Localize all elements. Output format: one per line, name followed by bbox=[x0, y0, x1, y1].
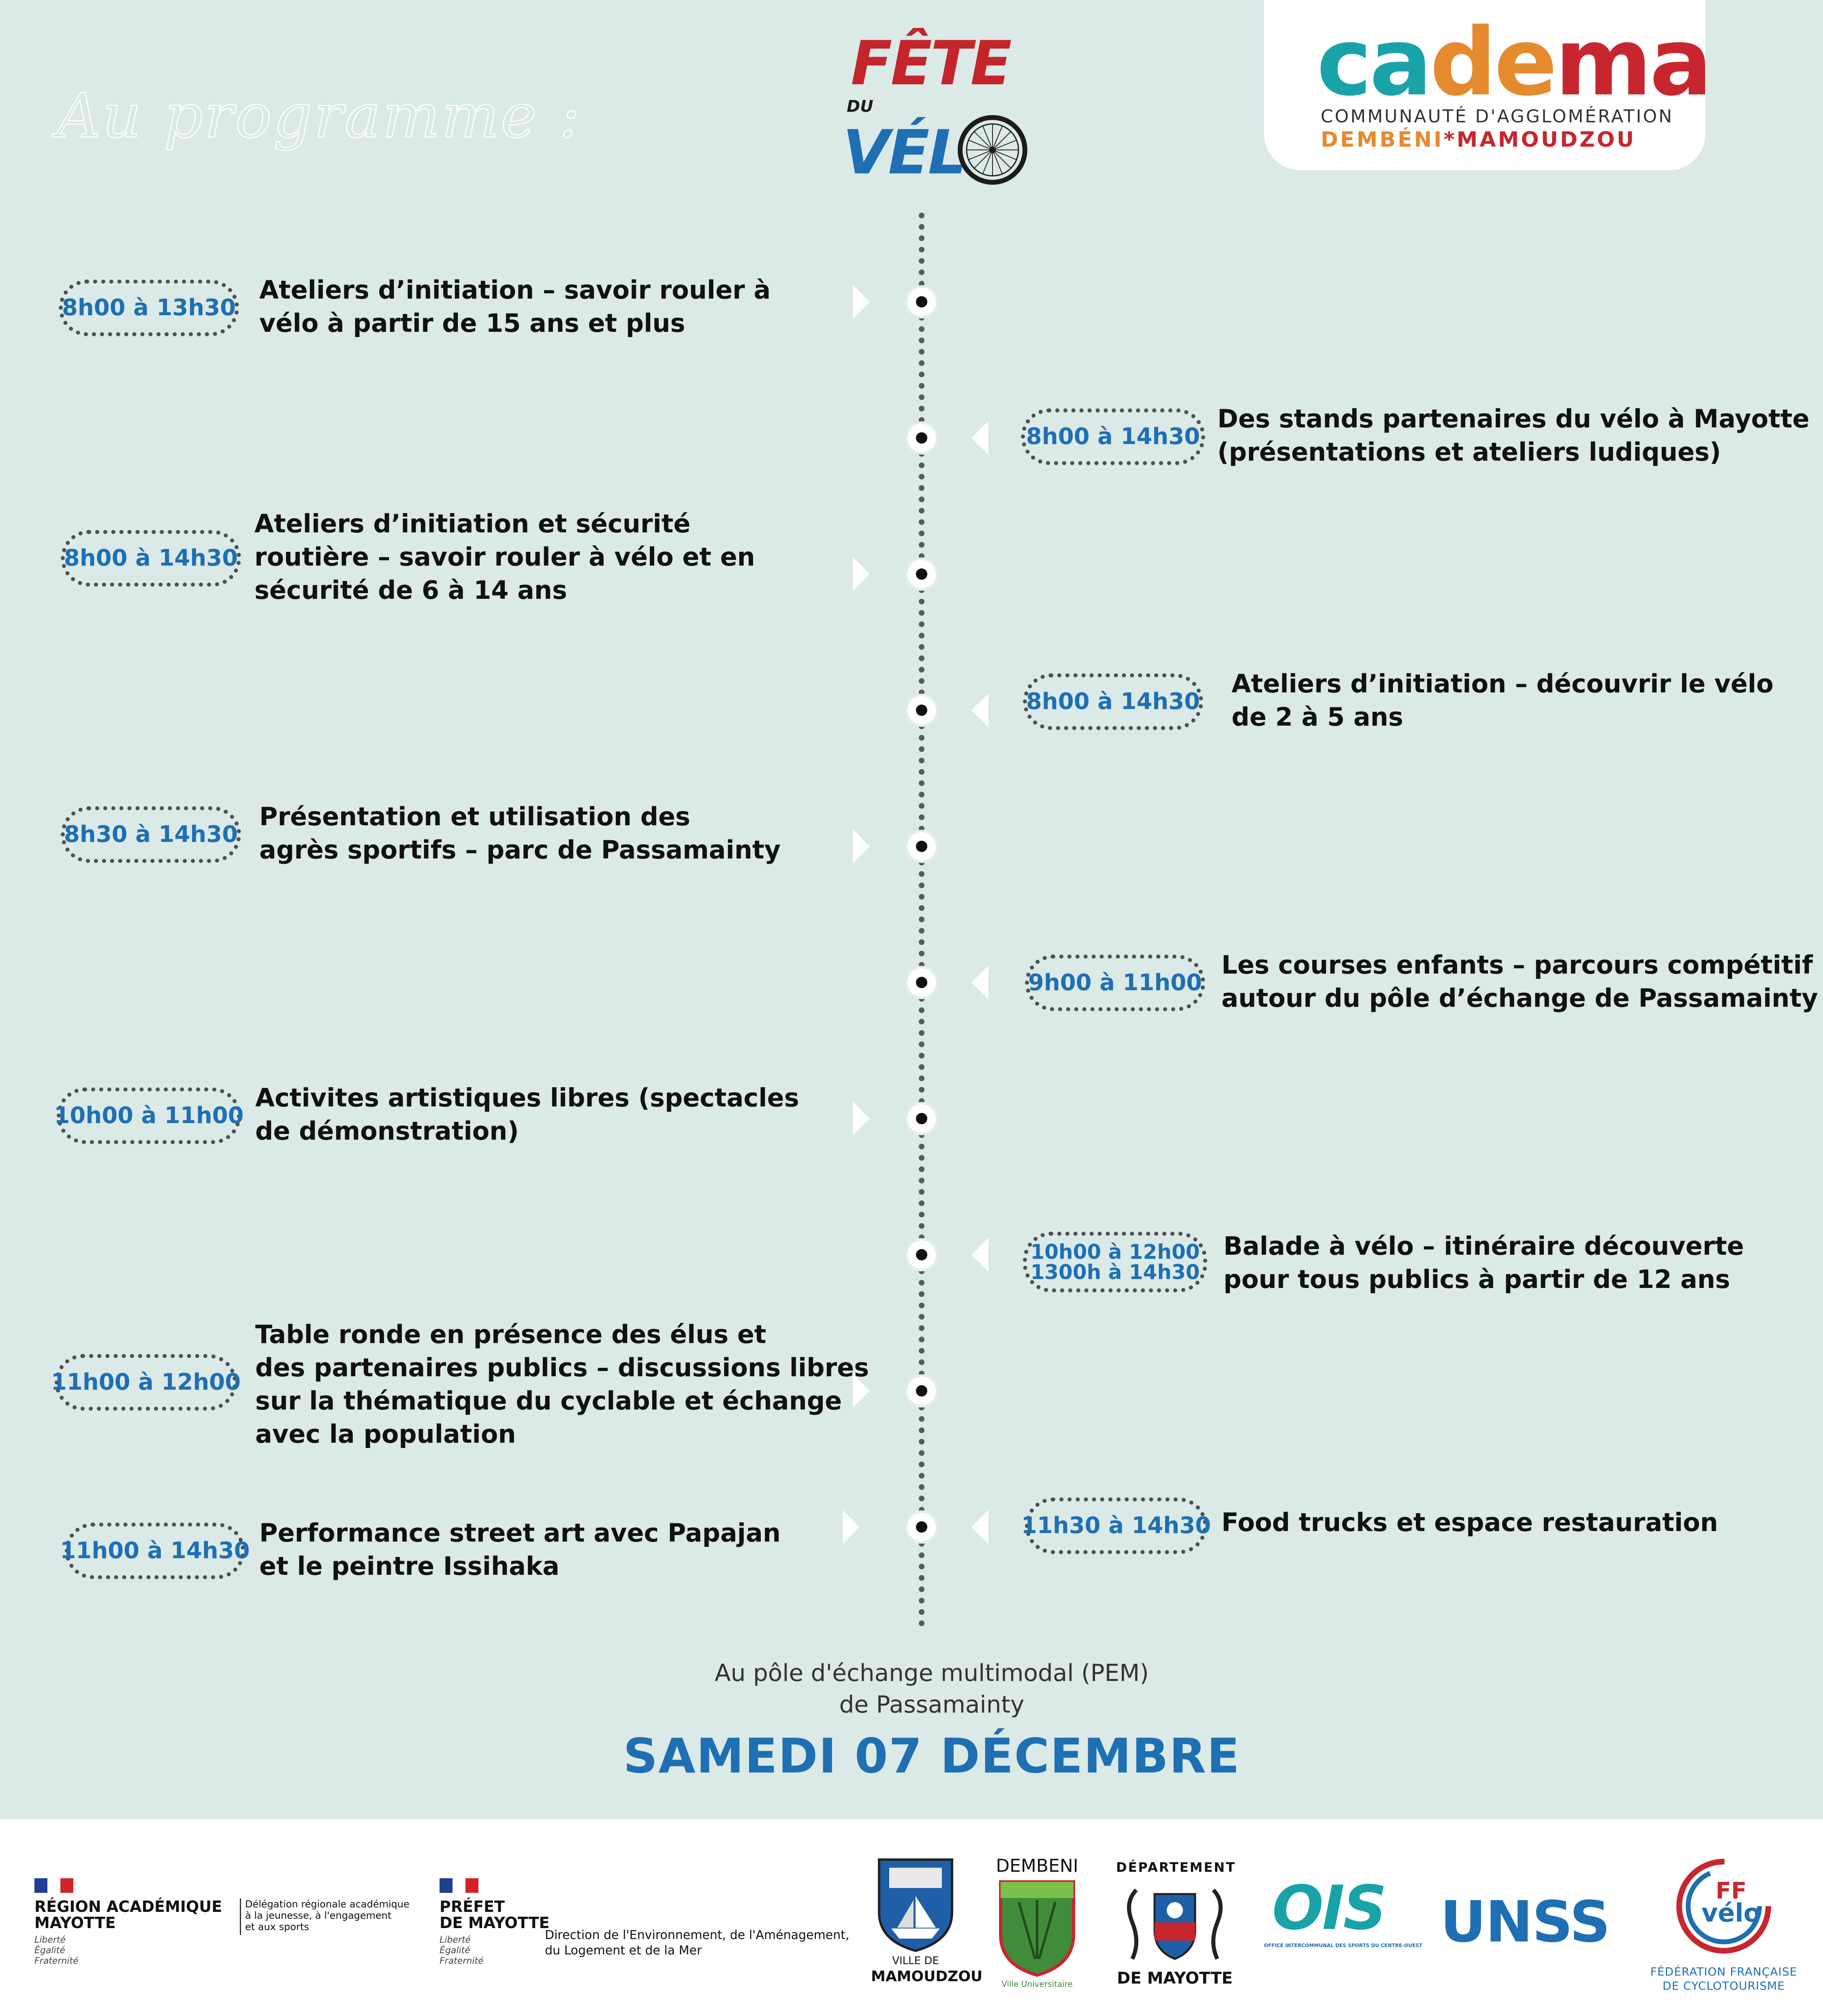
event-description: Ateliers d’initiation – savoir rouler à vélo à partir de 15 ans et plus bbox=[259, 275, 771, 338]
timeline-dot bbox=[907, 560, 936, 588]
timeline-dot bbox=[907, 288, 936, 316]
divider bbox=[240, 1899, 241, 1935]
mamoudzou-logo: VILLE DE MAMOUDZOU bbox=[871, 1852, 960, 1989]
event-description: Table ronde en présence des élus et des partenaires publics – discussions libres sur la thématique du cyclable et échange avec la population bbox=[255, 1320, 869, 1449]
timeline-dot bbox=[907, 1104, 936, 1133]
event-description: Les courses enfants – parcours compétitif autour du pôle d’échange de Passamainty bbox=[1221, 950, 1818, 1013]
arrow-left-icon bbox=[971, 693, 988, 727]
fete-du-velo-logo bbox=[835, 28, 1021, 199]
cadema-subtitle: COMMUNAUTÉ D'AGGLOMÉRATION bbox=[1321, 106, 1674, 127]
fete-logo-line2: VÉL bbox=[843, 117, 965, 188]
mamoudzou-crest-icon bbox=[871, 1852, 960, 1953]
time-badge: 8h00 à 14h30 bbox=[1023, 673, 1203, 730]
time-badge: 9h00 à 11h00 bbox=[1025, 955, 1205, 1011]
timeline-dot bbox=[907, 424, 936, 452]
time-badge: 10h00 à 12h00 1300h à 14h30 bbox=[1023, 1232, 1207, 1292]
dembeni-logo: DEMBENI Ville Universitaire bbox=[995, 1856, 1080, 1993]
arrow-left-icon bbox=[971, 1510, 988, 1544]
timeline-dot bbox=[907, 832, 936, 861]
prefet-name: PRÉFET DE MAYOTTE bbox=[440, 1898, 550, 1932]
direction-text: Direction de l'Environnement, de l'Aménagement, du Logement et de la Mer bbox=[545, 1928, 850, 1958]
event-description: Ateliers d’initiation – découvrir le vélo de 2 à 5 ans bbox=[1232, 669, 1774, 732]
event-description: Des stands partenaires du vélo à Mayotte (présentations et ateliers ludiques) bbox=[1217, 404, 1810, 467]
fete-logo-line1: FÊTE bbox=[851, 28, 1010, 99]
arrow-right-icon bbox=[853, 1102, 870, 1136]
arrow-right-icon bbox=[853, 285, 870, 319]
event-description: Ateliers d’initiation et sécurité routière – savoir rouler à vélo et en sécurité de 6 à 14 ans bbox=[254, 509, 755, 605]
arrow-right-icon bbox=[853, 557, 870, 591]
page-title: Au programme : bbox=[57, 81, 582, 152]
time-badge: 11h30 à 14h30 bbox=[1025, 1497, 1207, 1554]
region-name: RÉGION ACADÉMIQUE MAYOTTE bbox=[34, 1898, 222, 1932]
event-description: Food trucks et espace restauration bbox=[1221, 1508, 1718, 1537]
cadema-wordmark: cadema bbox=[1317, 9, 1710, 117]
event-description: Performance street art avec Papajan et le peintre Issihaka bbox=[259, 1518, 781, 1581]
seahorse-emblem-icon bbox=[1116, 1878, 1234, 1967]
time-badge: 10h00 à 11h00 bbox=[57, 1087, 241, 1144]
cadema-cities: DEMBÉNI*MAMOUDZOU bbox=[1321, 128, 1636, 152]
departement-logo: DÉPARTEMENT DE MAYOTTE bbox=[1116, 1860, 1236, 1988]
time-badge: 8h00 à 14h30 bbox=[1021, 408, 1205, 465]
venue-text: Au pôle d'échange multimodal (PEM) de Passamainty bbox=[715, 1659, 1149, 1718]
arrow-right-icon bbox=[853, 829, 870, 863]
timeline-dot bbox=[907, 1513, 936, 1541]
event-date: SAMEDI 07 DÉCEMBRE bbox=[623, 1728, 1240, 1784]
timeline-dot bbox=[907, 968, 936, 997]
arrow-left-icon bbox=[971, 965, 988, 999]
prefet-motto: Liberté Égalité Fraternité bbox=[440, 1935, 484, 1966]
timeline-dot bbox=[907, 1241, 936, 1269]
ois-logo: OIS OFFICE INTERCOMMUNAL DES SPORTS DU CENTRE-OUEST bbox=[1264, 1873, 1422, 1948]
region-motto: Liberté Égalité Fraternité bbox=[34, 1935, 79, 1966]
event-description: Activites artistiques libres (spectacles de démonstration) bbox=[255, 1083, 799, 1146]
bicycle-wheel-icon bbox=[956, 113, 1029, 186]
french-flag-icon bbox=[440, 1878, 478, 1893]
fete-logo-du: DU bbox=[847, 97, 873, 116]
ffvelo-logo: FF vélo FÉDÉRATION FRANÇAISE DE CYCLOTOURISME bbox=[1645, 1856, 1803, 2001]
partners-footer bbox=[0, 1819, 1823, 2016]
cadema-logo bbox=[1264, 0, 1710, 170]
unss-logo: UNSS bbox=[1440, 1889, 1610, 1955]
delegation-text: Délégation régionale académique à la jeunesse, à l'engagement et aux sports bbox=[245, 1899, 410, 1933]
time-badge: 11h00 à 14h30 bbox=[65, 1523, 245, 1579]
event-description: Balade à vélo – itinéraire découverte pour tous publics à partir de 12 ans bbox=[1223, 1231, 1744, 1294]
timeline-dot bbox=[907, 1377, 936, 1405]
time-badge: 8h00 à 13h30 bbox=[59, 280, 239, 336]
timeline-dot bbox=[907, 696, 936, 724]
dembeni-crest-icon bbox=[995, 1878, 1080, 1979]
time-badge: 8h30 à 14h30 bbox=[61, 806, 241, 863]
time-badge: 8h00 à 14h30 bbox=[61, 530, 241, 587]
arrow-left-icon bbox=[971, 421, 988, 455]
event-description: Présentation et utilisation des agrès sportifs – parc de Passamainty bbox=[259, 802, 781, 865]
time-badge: 11h00 à 12h00 bbox=[55, 1354, 237, 1411]
arrow-left-icon bbox=[971, 1238, 988, 1272]
arrow-right-icon bbox=[843, 1510, 860, 1544]
french-flag-icon bbox=[34, 1878, 73, 1893]
